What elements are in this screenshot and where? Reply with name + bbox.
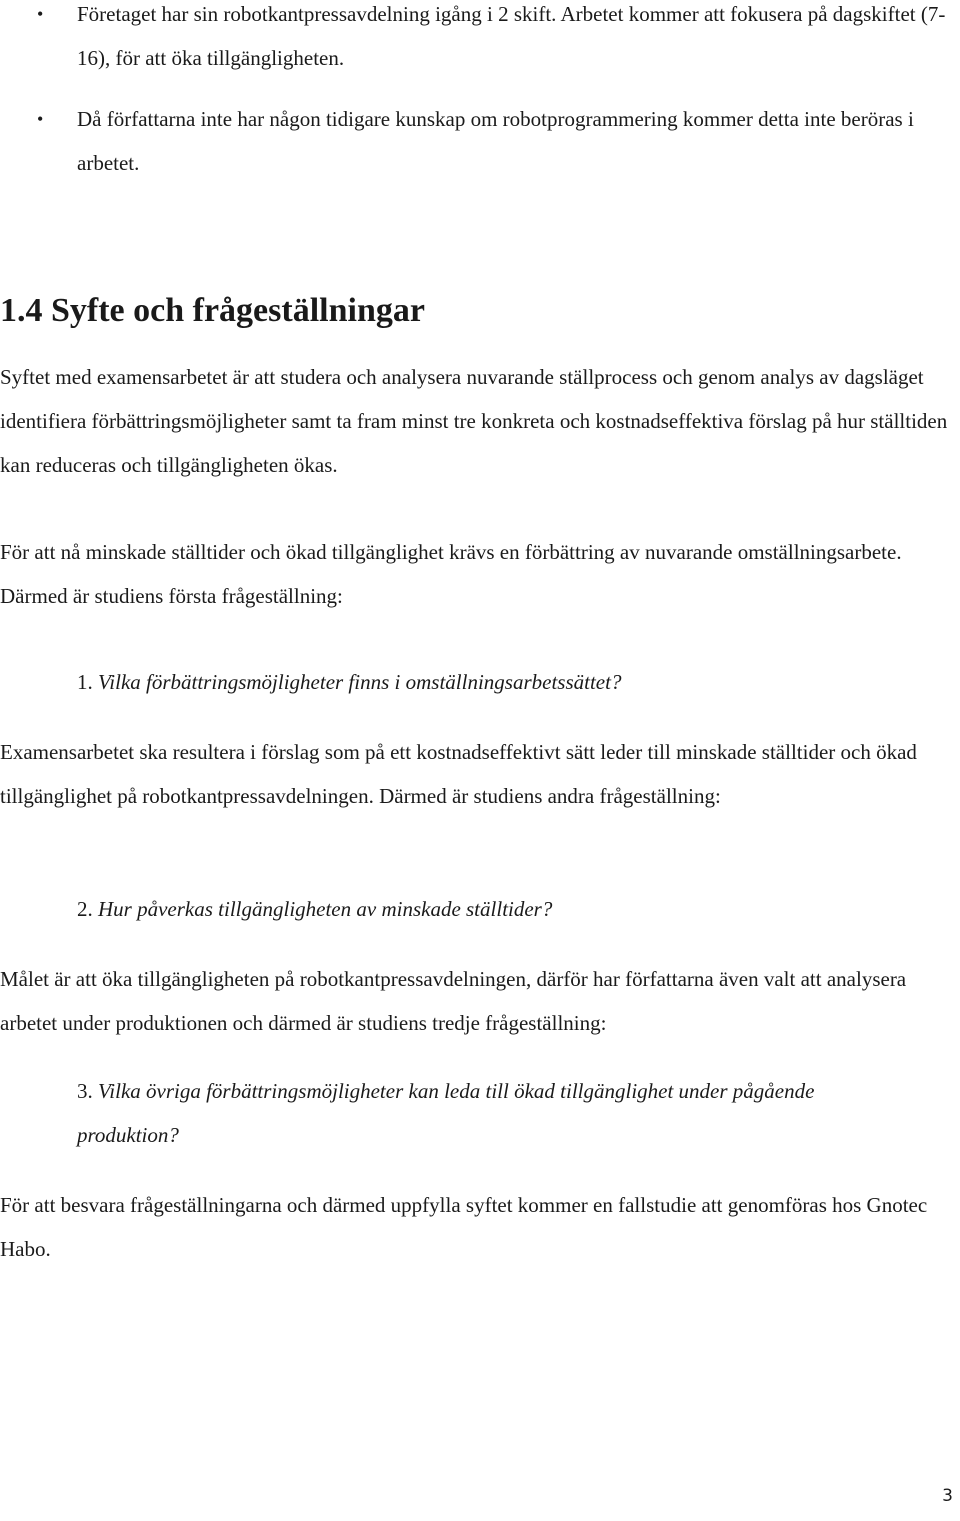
question-number: 2.: [77, 897, 93, 921]
question-text: Vilka övriga förbättringsmöjligheter kan leda till ökad tillgänglighet under pågående produktion?: [77, 1079, 815, 1147]
research-question-3: [77, 1069, 897, 1157]
paragraph-purpose: Syftet med examensarbetet är att studera och analysera nuvarande ställprocess och genom analys av dagsläget identifiera förbättringsmöjligheter samt ta fram minst tre konkreta och kostnadseffektiva förslag på hur ställtiden kan reduceras och tillgängligheten ökas.: [0, 365, 948, 477]
paragraph-method: För att besvara frågeställningarna och därmed uppfylla syftet kommer en fallstudie att genomföras hos Gnotec Habo.: [0, 1193, 928, 1261]
paragraph-second-question-intro: Examensarbetet ska resultera i förslag som på ett kostnadseffektivt sätt leder till minskade ställtider och ökad tillgänglighet på robotkantpressavdelningen. Därmed är studiens andra frågeställning:: [0, 740, 917, 808]
question-text: Vilka förbättringsmöjligheter finns i omställningsarbetssättet?: [98, 670, 622, 694]
bullet-text: Företaget har sin robotkantpressavdelning igång i 2 skift. Arbetet kommer att fokusera på dagskiftet (7-16), för att öka tillgängligheten.: [77, 2, 946, 70]
section-heading: 1.4 Syfte och frågeställningar: [0, 292, 425, 329]
paragraph-third-question-intro: Målet är att öka tillgängligheten på robotkantpressavdelningen, därför har författarna även valt att analysera arbetet under produktionen och därmed är studiens tredje frågeställning:: [0, 967, 907, 1035]
research-question-1: [77, 660, 897, 704]
page-number: 3: [942, 1486, 953, 1506]
question-number: 3.: [77, 1079, 93, 1103]
research-question-2: [77, 887, 897, 931]
bullet-text: Då författarna inte har någon tidigare kunskap om robotprogrammering kommer detta inte beröras i arbetet.: [77, 107, 914, 175]
paragraph-first-question-intro: För att nå minskade ställtider och ökad tillgänglighet krävs en förbättring av nuvarande omställningsarbete. Därmed är studiens första frågeställning:: [0, 540, 902, 608]
question-text: Hur påverkas tillgängligheten av minskade ställtider?: [98, 897, 553, 921]
question-number: 1.: [77, 670, 93, 694]
bullet-dot: •: [37, 109, 44, 129]
bullet-item: [37, 0, 957, 80]
bullet-item: [37, 97, 957, 185]
bullet-dot: •: [37, 4, 44, 24]
